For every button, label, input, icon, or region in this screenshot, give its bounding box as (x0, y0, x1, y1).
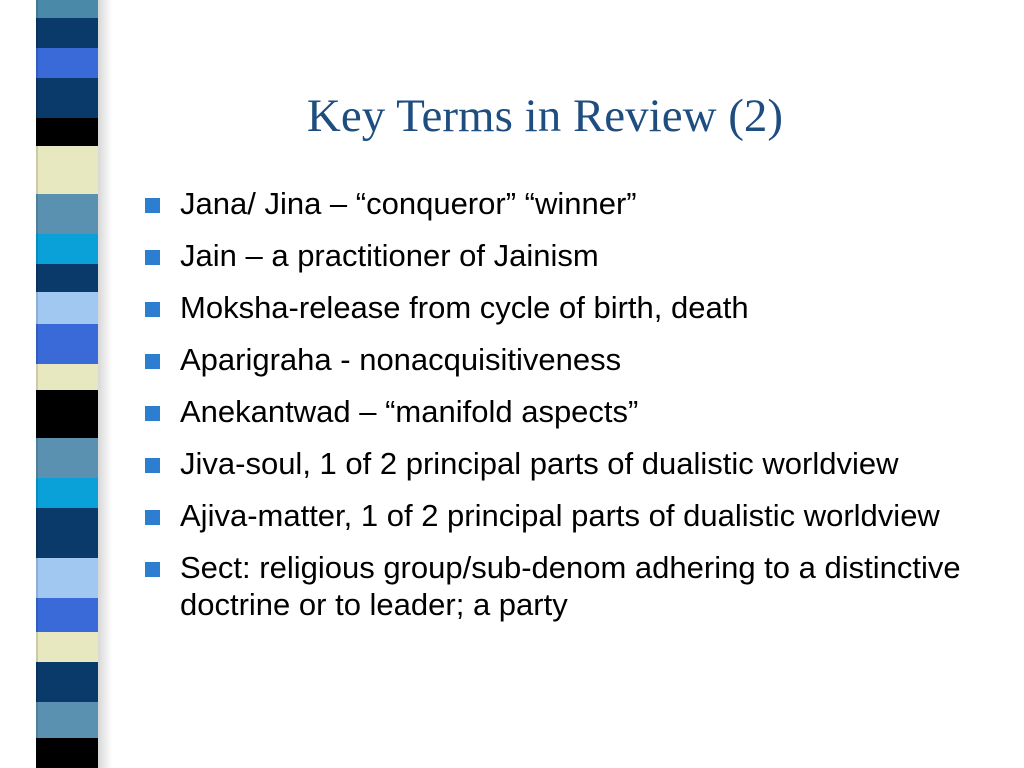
stripe-block (36, 0, 98, 18)
square-bullet-icon (145, 198, 160, 213)
stripe-block (36, 48, 98, 78)
square-bullet-icon (145, 406, 160, 421)
bullet-text: Anekantwad – “manifold aspects” (180, 394, 639, 429)
stripe-block (36, 662, 98, 702)
stripe-block (36, 264, 98, 292)
stripe-block (36, 324, 98, 364)
bullet-item (145, 185, 1005, 222)
stripe-block (36, 18, 98, 48)
stripe-blocks (36, 0, 98, 768)
stripe-block (36, 234, 98, 264)
bullet-item (145, 237, 1005, 274)
bullet-item (145, 549, 1005, 623)
stripe-block (36, 118, 98, 146)
stripe-block (36, 364, 98, 390)
stripe-block (36, 194, 98, 234)
square-bullet-icon (145, 458, 160, 473)
bullet-text: Aparigraha - nonacquisitiveness (180, 342, 622, 377)
square-bullet-icon (145, 250, 160, 265)
bullet-text: Sect: religious group/sub-denom adhering to a distinctive doctrine or to leader; a party (180, 550, 961, 622)
decorative-stripe (0, 0, 115, 768)
stripe-block (36, 438, 98, 478)
square-bullet-icon (145, 302, 160, 317)
stripe-edge (36, 0, 38, 768)
bullet-list (145, 185, 1005, 638)
bullet-item (145, 497, 1005, 534)
stripe-block (36, 632, 98, 662)
stripe-block (36, 738, 98, 768)
stripe-block (36, 508, 98, 558)
bullet-text: Jain – a practitioner of Jainism (180, 238, 599, 273)
bullet-text: Jana/ Jina – “conqueror” “winner” (180, 186, 637, 221)
bullet-item (145, 289, 1005, 326)
bullet-item (145, 341, 1005, 378)
bullet-text: Ajiva-matter, 1 of 2 principal parts of dualistic worldview (180, 498, 940, 533)
stripe-block (36, 78, 98, 118)
square-bullet-icon (145, 562, 160, 577)
stripe-block (36, 478, 98, 508)
stripe-shadow (98, 0, 112, 768)
stripe-block (36, 146, 98, 194)
square-bullet-icon (145, 510, 160, 525)
stripe-block (36, 598, 98, 632)
slide-title: Key Terms in Review (2) (306, 90, 784, 142)
stripe-block (36, 390, 98, 438)
bullet-text: Moksha-release from cycle of birth, death (180, 290, 749, 325)
bullet-item (145, 445, 1005, 482)
stripe-block (36, 558, 98, 598)
stripe-block (36, 702, 98, 738)
stripe-block (36, 292, 98, 324)
bullet-text: Jiva-soul, 1 of 2 principal parts of dualistic worldview (180, 446, 899, 481)
square-bullet-icon (145, 354, 160, 369)
bullet-item (145, 393, 1005, 430)
